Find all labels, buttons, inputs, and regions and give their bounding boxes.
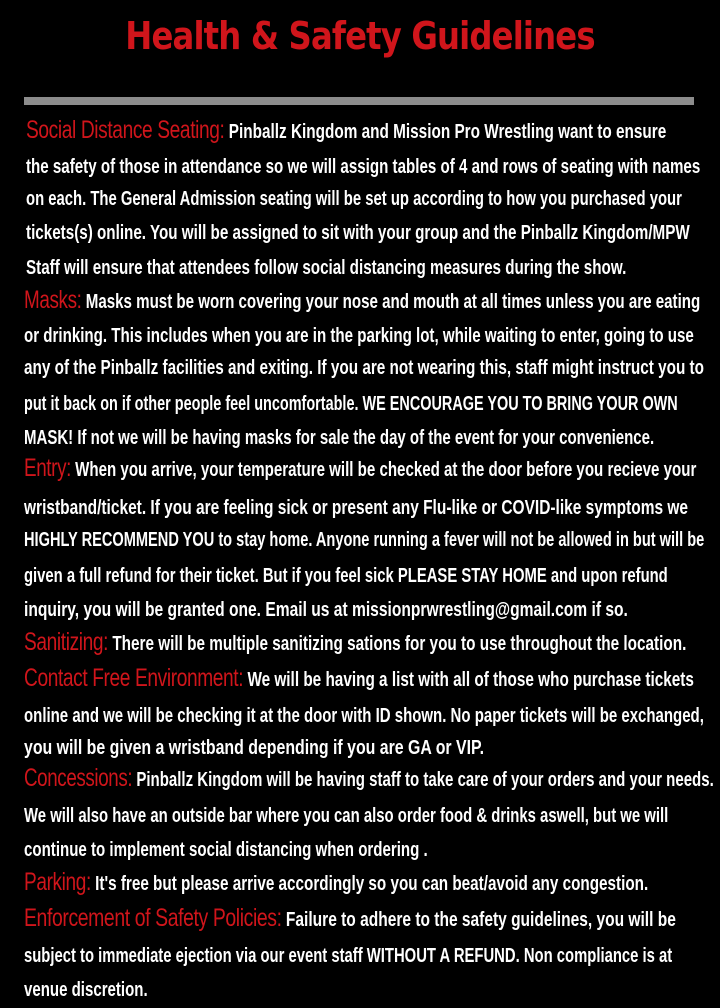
- section-text: When you arrive, your temperature will be checked at the door before you recieve your: [75, 459, 697, 481]
- section-masks-line-1: [24, 288, 700, 314]
- section-masks-line-2: or drinking. This includes when you are in the parking lot, while waiting to enter, going to use: [24, 325, 694, 347]
- section-heading: Sanitizing:: [24, 628, 109, 656]
- section-contact-free-line-2: online and we will be checking it at the door with ID shown. No paper tickets will be exchanged,: [24, 705, 704, 727]
- section-text: Pinballz Kingdom will be having staff to take care of your orders and your needs.: [136, 769, 714, 791]
- section-text: Masks must be worn covering your nose and mouth at all times unless you are eating: [85, 291, 701, 313]
- section-entry-line-5: inquiry, you will be granted one. Email us at missionprwrestling@gmail.com if so.: [24, 599, 628, 621]
- section-contact-free-line-3: you will be given a wristband depending if you are GA or VIP.: [24, 737, 484, 759]
- section-enforcement-line-2: subject to immediate ejection via our event staff WITHOUT A REFUND. Non compliance is at: [24, 945, 673, 967]
- section-entry-line-3: HIGHLY RECOMMEND YOU to stay home. Anyone running a fever will not be allowed in but will be: [24, 529, 705, 551]
- section-enforcement-line-3: venue discretion.: [24, 979, 148, 1001]
- section-concessions-line-2: We will also have an outside bar where you can also order food & drinks aswell, but we will: [24, 805, 669, 827]
- section-social-distance-line-3: on each. The General Admission seating will be set up according to how you purchased your: [26, 188, 682, 210]
- section-sanitizing-line-1: [24, 630, 686, 656]
- section-social-distance-line-2: the safety of those in attendance so we will assign tables of 4 and rows of seating with names: [26, 156, 701, 178]
- section-text: We will be having a list with all of those who purchase tickets: [247, 669, 694, 691]
- section-heading: Social Distance Seating:: [26, 116, 225, 144]
- section-social-distance-line-1: [26, 118, 666, 144]
- section-heading: Masks:: [24, 286, 82, 314]
- section-masks-line-4: put it back on if other people feel uncomfortable. WE ENCOURAGE YOU TO BRING YOUR OWN: [24, 393, 678, 415]
- section-entry-line-2: wristband/ticket. If you are feeling sick or present any Flu-like or COVID-like symptoms we: [24, 497, 689, 519]
- section-masks-line-3: any of the Pinballz facilities and exiting. If you are not wearing this, staff might instruct you to: [24, 357, 704, 379]
- section-text: It's free but please arrive accordingly so you can beat/avoid any congestion.: [95, 873, 649, 895]
- page-title: Health & Safety Guidelines: [125, 14, 595, 58]
- title-divider: [24, 97, 694, 105]
- section-parking-line-1: [24, 870, 648, 896]
- section-social-distance-line-4: tickets(s) online. You will be assigned to sit with your group and the Pinballz Kingdom/MPW: [26, 222, 690, 244]
- section-social-distance-line-5: Staff will ensure that attendees follow social distancing measures during the show.: [26, 257, 627, 279]
- section-heading: Parking:: [24, 868, 91, 896]
- section-heading: Enforcement of Safety Policies:: [24, 904, 282, 932]
- section-heading: Entry:: [24, 454, 71, 482]
- section-text: Failure to adhere to the safety guidelines, you will be: [285, 909, 676, 931]
- section-text: Pinballz Kingdom and Mission Pro Wrestling want to ensure: [228, 121, 667, 143]
- section-masks-line-5: MASK! If not we will be having masks for sale the day of the event for your convenience.: [24, 427, 655, 449]
- section-concessions-line-1: [24, 766, 714, 792]
- section-concessions-line-3: continue to implement social distancing when ordering .: [24, 839, 428, 861]
- section-entry-line-1: [24, 456, 696, 482]
- section-enforcement-line-1: [24, 906, 676, 932]
- section-contact-free-line-1: [24, 666, 694, 692]
- section-text: There will be multiple sanitizing sations for you to use throughout the location.: [112, 633, 687, 655]
- section-heading: Concessions:: [24, 764, 133, 792]
- section-heading: Contact Free Environment:: [24, 664, 244, 692]
- section-entry-line-4: given a full refund for their ticket. But if you feel sick PLEASE STAY HOME and upon refund: [24, 565, 668, 587]
